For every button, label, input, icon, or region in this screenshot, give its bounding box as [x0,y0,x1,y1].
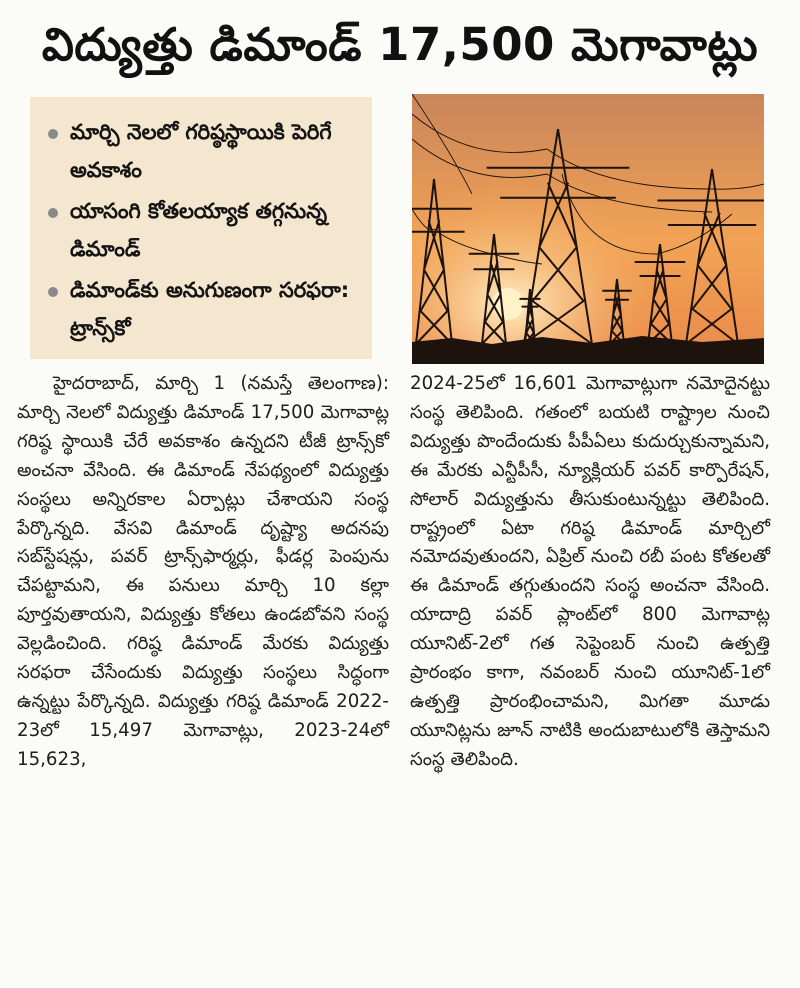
article-column-right [410,370,770,775]
sun-icon [492,288,524,320]
article-paragraph: హైదరాబాద్, మార్చి 1 (నమస్తే తెలంగాణ): మార్చి నెలలో విద్యుత్తు డిమాండ్ 17,500 మెగావాట్ల గరిష్ఠ స్థాయికి చేరే అవకాశం ఉన్నదని టీజీ ట్రాన్స్‌కో అంచనా వేసింది. ఈ డిమాండ్ నేపథ్యంలో విద్యుత్తు సంస్థలు అన్నిరకాల ఏర్పాట్లు చేశాయని సంస్థ పేర్కొన్నది. వేసవి డిమాండ్ దృష్ట్యా అదనపు సబ్‌స్టేషన్లు, పవర్ ట్రాన్స్‌ఫార్మర్లు, ఫీడర్ల పెంపును చేపట్టామని, ఈ పనులు మార్చి 10 కల్లా పూర్తవుతాయని, విద్యుత్తు కోతలు ఉండబోవని సంస్థ వెల్లడించింది. గరిష్ఠ డిమాండ్ మేరకు విద్యుత్తు సరఫరా చేసేందుకు విద్యుత్తు సంస్థలు సిద్ధంగా ఉన్నట్టు పేర్కొన్నది. విద్యుత్తు గరిష్ఠ డిమాండ్ 2022-23లో 15,497 మెగావాట్లు, 2023-24లో 15,623, [17,373,389,770]
power-towers-photo [412,94,764,364]
highlight-text: యాసంగి కోతలయ్యాక తగ్గనున్న డిమాండ్ [70,199,328,261]
article-paragraph: 2024-25లో 16,601 మెగావాట్లుగా నమోదైనట్టు సంస్థ తెలిపింది. గతంలో బయటి రాష్ట్రాల నుంచి విద్యుత్తు పొందేందుకు పీపీఏలు కుదుర్చుకున్నామని, ఈ మేరకు ఎన్టీపీసీ, న్యూక్లియర్ పవర్ కార్పొరేషన్, సోలార్ విద్యుత్తును తీసుకుంటున్నట్టు తెలిపింది. రాష్ట్రంలో ఏటా గరిష్ఠ డిమాండ్ మార్చిలో నమోదవుతుందని, ఏప్రిల్ నుంచి రబీ పంట కోతలతో ఈ డిమాండ్ తగ్గుతుందని సంస్థ అంచనా వేసింది. యాదాద్రి పవర్ ప్లాంట్‌లో 800 మెగావాట్ల యూనిట్-2లో గత సెప్టెంబర్ నుంచి ఉత్పత్తి ప్రారంభం కాగా, నవంబర్ నుంచి యూనిట్-1లో ఉత్పత్తి ప్రారంభించామని, మిగతా మూడు యూనిట్లను జూన్ నాటికి అందుబాటులోకి తెస్తామని సంస్థ తెలిపింది. [410,373,770,770]
highlight-item [48,192,362,268]
headline: విద్యుత్తు డిమాండ్ 17,500 మెగావాట్లు [41,18,759,71]
bullet-icon [48,129,58,139]
bullet-icon [48,287,58,297]
highlight-item [48,271,362,347]
highlight-text: మార్చి నెలలో గరిష్ఠస్థాయికి పెరిగే అవకాశం [70,120,332,182]
article-column-left [17,370,389,775]
highlight-text: డిమాండ్‌కు అనుగుణంగా సరఫరా: ట్రాన్స్‌కో [70,278,350,340]
highlight-item [48,113,362,189]
bullet-icon [48,208,58,218]
highlights-box [30,97,372,359]
